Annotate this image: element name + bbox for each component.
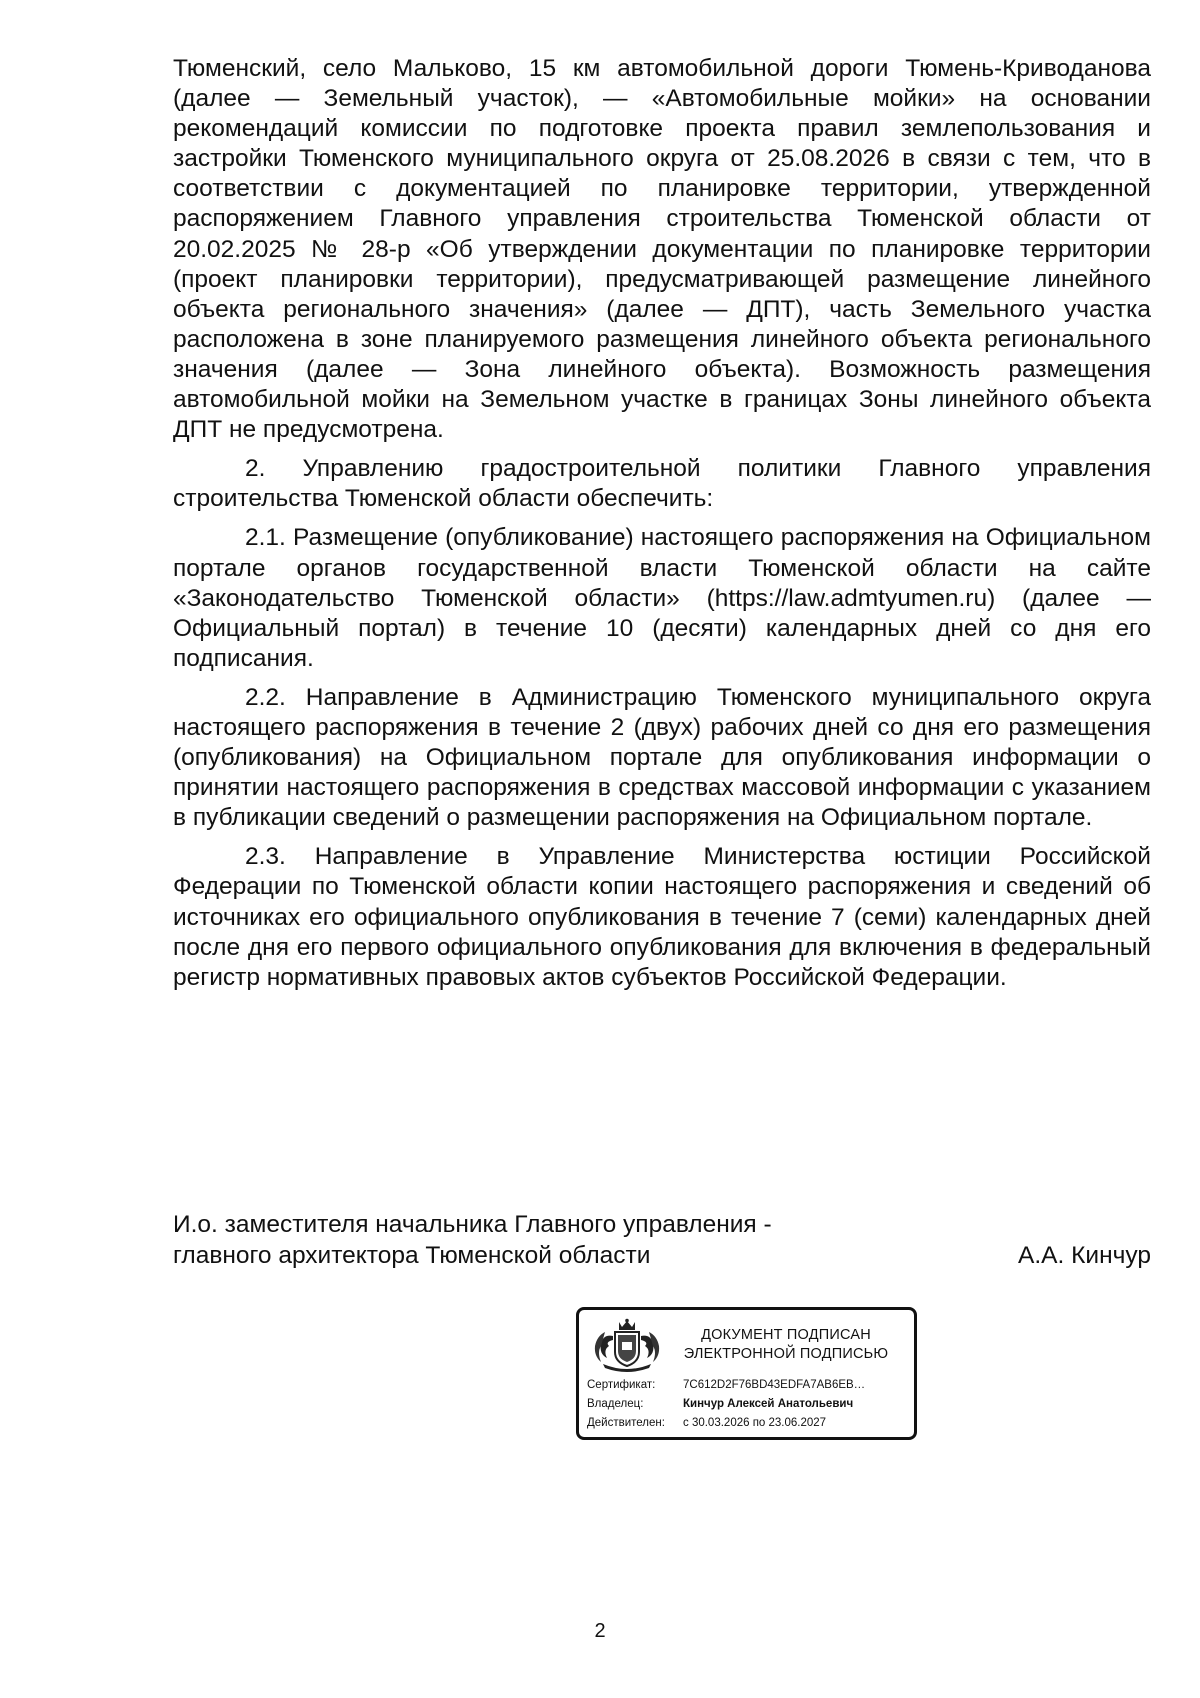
stamp-header <box>661 1326 911 1364</box>
signer-position-line-2: главного архитектора Тюменской области <box>173 1242 651 1269</box>
document-body <box>173 54 1151 1002</box>
paragraph-item-2-1: 2.1. Размещение (опубликование) настоящего распоряжения на Официальном портале органов государственной власти Тюменской области на сайте «Законодательство Тюменской области» (https://law.admtyumen.ru) (далее — Официальный портал) в течение 10 (десяти) календарных дней со дня его подписания. <box>173 524 1151 672</box>
signature-block <box>173 1209 1151 1271</box>
stamp-owner-label: Владелец: <box>587 1398 644 1410</box>
coat-of-arms-icon <box>589 1318 665 1374</box>
stamp-certificate-row <box>587 1378 865 1392</box>
stamp-header-line-2: ЭЛЕКТРОННОЙ ПОДПИСЬЮ <box>683 1346 889 1362</box>
stamp-valid-row <box>587 1416 826 1430</box>
paragraph-continuation: Тюменский, село Мальково, 15 км автомобильной дороги Тюмень-Криводанова (далее — Земельный участок), — «Автомобильные мойки» на основании рекомендаций комиссии по подготовке проекта правил землепользования и застройки Тюменского муниципального округа от 25.08.2026 в связи с тем, что в соответствии с документацией по планировке территории, утвержденной распоряжением Главного управления строительства Тюменской области от 20.02.2025 № 28-р «Об утверждении документации по планировке территории (проект планировки территории), предусматривающей размещение линейного объекта регионального значения» (далее — ДПТ), часть Земельного участка расположена в зоне планируемого размещения линейного объекта регионального значения (далее — Зона линейного объекта). Возможность размещения автомобильной мойки на Земельном участке в границах Зоны линейного объекта ДПТ не предусмотрена. <box>173 55 1151 444</box>
stamp-certificate-value: 7C612D2F76BD43EDFA7AB6EB… <box>683 1379 866 1391</box>
paragraph-item-2-2: 2.2. Направление в Администрацию Тюменского муниципального округа настоящего распоряжения в течение 2 (двух) рабочих дней со дня его размещения (опубликования) на Официальном портале для опубликования информации о принятии настоящего распоряжения в средствах массовой информации с указанием в публикации сведений о размещении распоряжения на Официальном портале. <box>173 683 1151 832</box>
paragraph-item-2: 2. Управлению градостроительной политики Главного управления строительства Тюменской области обеспечить: <box>173 455 1151 513</box>
stamp-certificate-label: Сертификат: <box>587 1379 656 1391</box>
signer-name: А.А. Кинчур <box>1018 1242 1151 1269</box>
stamp-owner-row <box>587 1397 853 1411</box>
stamp-valid-value: с 30.03.2026 по 23.06.2027 <box>683 1417 827 1429</box>
signer-position-line-1: И.о. заместителя начальника Главного управления - <box>173 1211 772 1238</box>
page-number: 2 <box>594 1620 606 1642</box>
stamp-header-line-1: ДОКУМЕНТ ПОДПИСАН <box>701 1327 871 1343</box>
paragraph-item-2-3: 2.3. Направление в Управление Министерства юстиции Российской Федерации по Тюменской области копии настоящего распоряжения и сведений об источниках его официального опубликования в течение 7 (семи) календарных дней после дня его первого официального опубликования для включения в федеральный регистр нормативных правовых актов субъектов Российской Федерации. <box>173 843 1151 991</box>
stamp-valid-label: Действителен: <box>587 1417 665 1429</box>
electronic-signature-stamp <box>576 1307 917 1440</box>
stamp-owner-value: Кинчур Алексей Анатольевич <box>683 1398 854 1410</box>
